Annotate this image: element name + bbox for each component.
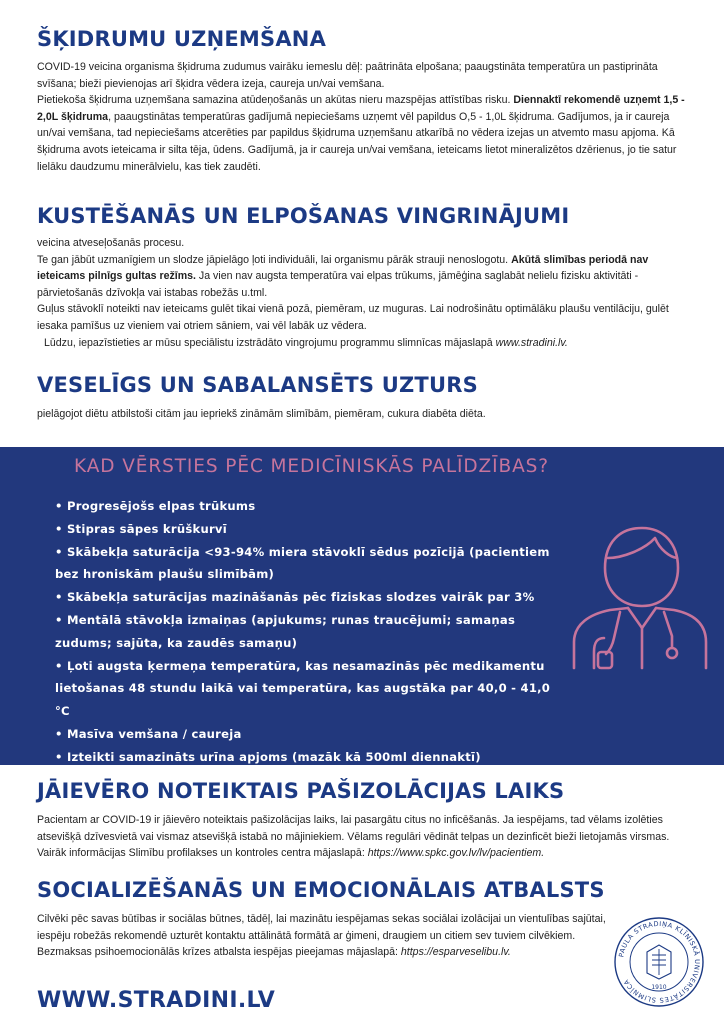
spkc-link[interactable]: https://www.spkc.gov.lv/lv/pacientiem. (367, 847, 545, 860)
medical-help-heading: KAD VĒRSTIES PĒC MEDICĪNISKĀS PALĪDZĪBAS? (74, 456, 549, 477)
isolation-paragraph: Pacientam ar COVID-19 ir jāievēro noteiktais pašizolācijas laiks, lai pasargātu citus no inficēšanās. Ja iespējams, tad vēlams izolēties atsevišķā dzīvesvietā vai vismaz atsevišķā istabā no mājiniekiem. Vēlams regulāri vēdināt telpas un dezinficēt bieži lietojamās virsmas. Vairāk informācijas Slimību profilakses un kontroles centra mājaslapā: https://www.spkc.gov.lv/lv/pacientiem. (37, 814, 670, 860)
symptom-item: • Mentālā stāvokļa izmaiņas (apjukums; runas traucējumi; samaņas zudums; sajūta, ka zaudēs samaņu) (55, 612, 516, 650)
exercise-paragraph-3: Guļus stāvoklī noteikti nav ieteicams gulēt tikai vienā pozā, piemēram, uz muguras. Lai nodrošinātu optimālāku plaušu ventilāciju, gulēt iesaka pamīšus uz vieniem vai otriem sāniem, vai vēl labāk uz vēdera. (37, 303, 669, 333)
footer-website-link[interactable]: WWW.STRADINI.LV (37, 988, 276, 1013)
exercise-paragraph-1: veicina atveseļošanās procesu. (37, 237, 185, 250)
diet-paragraph: pielāgojot diētu atbilstoši citām jau iepriekš zināmām slimībām, piemēram, cukura diabēta diēta. (37, 408, 486, 421)
fluid-recommendation: Diennaktī rekomendē uzņemt 1,5 - 2,0L šķidruma (37, 94, 685, 123)
symptom-item: • Skābekļa saturācijas mazināšanās pēc fiziskas slodzes vairāk par 3% (55, 590, 535, 605)
isolation-section (37, 780, 687, 862)
symptom-item: • Izteikti samazināts urīna apjoms (mazāk kā 500ml diennaktī) (55, 749, 481, 764)
stradini-link[interactable]: www.stradini.lv. (495, 336, 568, 349)
exercise-heading: KUSTĒŠANĀS UN ELPOŠANAS VINGRINĀJUMI (37, 204, 570, 228)
bed-rest-warning: Akūtā slimības periodā nav ieteicams pilnīgs gultas režīms. (37, 253, 649, 283)
doctor-icon (560, 520, 710, 675)
symptom-item: • Progresējošs elpas trūkums (55, 499, 256, 513)
social-paragraph-2: Bezmaksas psihoemocionālās krīzes atbalsta iespējas pieejamas mājaslapā: https://esparveselibu.lv. (37, 946, 511, 959)
fluid-section (37, 28, 687, 175)
symptom-item: • Stipras sāpes krūškurvī (55, 521, 227, 536)
social-heading: SOCIALIZĒŠANĀS UN EMOCIONĀLAIS ATBALSTS (37, 878, 605, 902)
symptom-item: • Skābekļa saturācija <93-94% miera stāvoklī sēdus pozīcijā (pacientiem bez hroniskām plaušu slimībām) (55, 544, 550, 582)
symptom-item: • Ļoti augsta ķermeņa temperatūra, kas nesamazinās pēc medikamentu lietošanas 48 stundu laikā vai temperatūra, kas augstāka par 40,0 - 41,0 °C (55, 658, 551, 719)
exercise-paragraph-2: Te gan jābūt uzmanīgiem un slodze jāpielāgo ļoti individuāli, lai organismu pārāk strauji nenoslogotu. Akūtā slimības periodā nav ieteicams pilnīgs gultas režīms. Ja vien nav augsta temperatūra vai elpas trūkums, jāmēģina saglabāt nelielu fizisku aktivitāti - pārvietošanās dzīvokļa vai istabas robežās u.tml. (37, 253, 649, 299)
hospital-seal-logo (612, 915, 706, 1009)
svg-text:PAULA STRADIŅA KLĪNISKĀ UNIVER: PAULA STRADIŅA KLĪNISKĀ UNIVERSITĀTES SLIMNĪCA (617, 919, 702, 1005)
diet-section (37, 374, 687, 423)
fluid-paragraph-1: COVID-19 veicina organisma šķidruma zudumus vairāku iemeslu dēļ: paātrināta elpošana; paaugstināta temperatūra un pastiprināta svīšana; bieži pievienojas arī šķidra vēdera izeja, caureja un/vai vemšana. (37, 61, 658, 90)
isolation-heading: JĀIEVĒRO NOTEIKTAIS PAŠIZOLĀCIJAS LAIKS (37, 779, 565, 803)
fluid-paragraph-2: Pietiekoša šķidruma uzņemšana samazina atūdeņošanās un akūtas nieru mazspējas attīstības risku. Diennaktī rekomendē uzņemt 1,5 - 2,0L šķidruma, paaugstinātas temperatūras gadījumā nepieciešams uzņemt vēl papildus O,5 - 1,0L šķidruma. Gadījumos, ja ir caureja un/vai vemšana, tad nepieciešams atcerēties par papildus šķidruma uzņemšanu atkarībā no vēdera izejas un atvemto masu apjoma. Kā šķidruma avots ieteicama ir silta tēja, ūdens. Gadījumā, ja ir caureja un/vai vemšana, ieteicams lietot mineralizētos dzērienus, jo tie satur lielāku daudzumu minerālvielu, kas tiek zaudēti. (37, 94, 685, 173)
social-paragraph-1: Cilvēki pēc savas būtības ir sociālas būtnes, tādēļ, lai mazinātu iespējamas sekas sociālai izolācijai un vientulības sajūtai, iespēju robežās rekomendē uzturēt kontaktu attālinātā formātā ar ģimeni, draugiem un citiem sev tuviem cilvēkiem. (37, 913, 606, 942)
diet-heading: VESELĪGS UN SABALANSĒTS UZTURS (37, 373, 478, 397)
exercise-paragraph-4: Lūdzu, iepazīstieties ar mūsu speciālistu izstrādāto vingrojumu programmu slimnīcas mājaslapā www.stradini.lv. (44, 336, 568, 349)
esparveselibu-link[interactable]: https://esparveselibu.lv. (400, 946, 511, 959)
svg-text:1910: 1910 (651, 984, 667, 991)
exercise-section (37, 205, 687, 351)
symptom-list (55, 495, 555, 769)
symptom-item: • Masīva vemšana / caureja (55, 726, 242, 741)
fluid-heading: ŠĶIDRUMU UZŅEMŠANA (37, 27, 327, 51)
social-section (37, 879, 612, 961)
